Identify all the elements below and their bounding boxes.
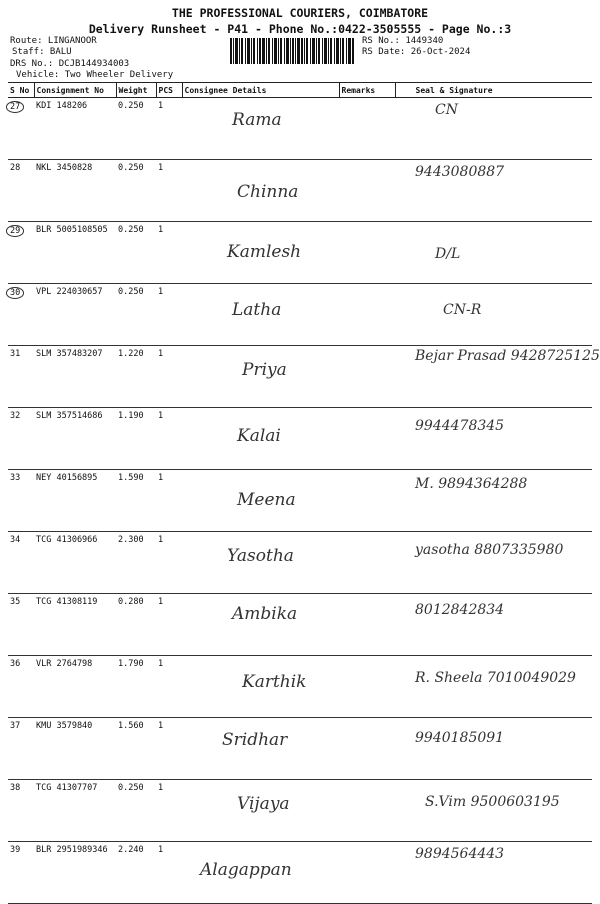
cell-signature [395,532,592,594]
staff-label: Staff: BALU [12,47,72,57]
cell-weight: 0.250 [116,160,156,222]
signature-handwriting: CN [435,102,458,118]
cell-consignment: KDI 148206 [34,98,116,160]
sno-text: 31 [10,349,21,359]
table-row [8,160,592,222]
cell-signature [395,842,592,904]
signature-handwriting: 8012842834 [415,602,505,618]
cell-remarks [339,160,395,222]
cell-sno [8,656,34,718]
consignee-handwriting: Chinna [237,182,299,202]
table-row [8,222,592,284]
cell-consignment: VLR 2764798 [34,656,116,718]
cell-consignment: SLM 357514686 [34,408,116,470]
runsheet-table [8,82,600,904]
cell-pcs: 1 [156,594,182,656]
cell-consignment: NEY 40156895 [34,470,116,532]
cell-signature [395,346,600,408]
cell-consignee [182,222,339,284]
cell-weight: 1.590 [116,470,156,532]
cell-consignee [182,594,339,656]
cell-consignee [182,656,339,718]
cell-pcs: 1 [156,222,182,284]
vehicle-label: Vehicle: Two Wheeler Delivery [16,70,174,80]
cell-sno [8,718,34,780]
consignee-handwriting: Vijaya [237,794,290,814]
cell-pcs: 1 [156,408,182,470]
cell-consignee [182,346,339,408]
cell-consignee [182,470,339,532]
sno-text: 39 [10,845,21,855]
consignee-handwriting: Karthik [242,672,307,692]
sheet-title: THE PROFESSIONAL COURIERS, COIMBATORE [171,6,429,20]
cell-remarks [339,656,395,718]
cell-pcs: 1 [156,656,182,718]
cell-sno [8,160,34,222]
consignee-handwriting: Kamlesh [227,242,302,262]
signature-handwriting: yasotha 8807335980 [415,542,564,558]
cell-weight: 2.300 [116,532,156,594]
col-header-consignment: Consignment No [34,83,116,98]
cell-weight: 0.250 [116,284,156,346]
cell-consignment: BLR 2951989346 [34,842,116,904]
cell-signature [395,222,592,284]
cell-pcs: 1 [156,284,182,346]
cell-weight: 0.280 [116,594,156,656]
table-row [8,532,592,594]
cell-sno [8,222,34,284]
cell-remarks [339,470,395,532]
cell-weight: 0.250 [116,780,156,842]
sno-text: 28 [10,163,21,173]
signature-handwriting: R. Sheela 7010049029 [415,670,576,686]
signature-handwriting: 9894564443 [415,846,505,862]
consignee-handwriting: Alagappan [200,860,292,880]
table-row [8,842,592,904]
cell-weight: 1.790 [116,656,156,718]
col-header-pcs: PCS [156,83,182,98]
cell-consignment: BLR 5005108505 [34,222,116,284]
table-row [8,594,592,656]
cell-sno [8,346,34,408]
signature-handwriting: 9944478345 [415,418,505,434]
cell-remarks [339,408,395,470]
table-row [8,470,592,532]
signature-handwriting: Bejar Prasad 9428725125 [415,348,600,364]
cell-weight: 1.560 [116,718,156,780]
col-header-signature: Seal & Signature [395,83,592,98]
table-row [8,780,592,842]
consignee-handwriting: Priya [242,360,287,380]
cell-weight: 2.240 [116,842,156,904]
cell-consignment: TCG 41306966 [34,532,116,594]
cell-consignment: TCG 41308119 [34,594,116,656]
cell-sno [8,98,34,160]
cell-sno [8,842,34,904]
cell-pcs: 1 [156,842,182,904]
cell-sno [8,532,34,594]
cell-remarks [339,780,395,842]
cell-consignee [182,284,339,346]
consignee-handwriting: Yasotha [227,546,294,566]
col-header-remarks: Remarks [339,83,395,98]
cell-consignment: VPL 224030657 [34,284,116,346]
cell-consignment: TCG 41307707 [34,780,116,842]
sno-circled: 30 [6,287,24,299]
cell-consignee [182,408,339,470]
signature-handwriting: 9443080887 [415,164,505,180]
signature-handwriting: CN-R [443,302,482,318]
cell-sno [8,284,34,346]
cell-consignee [182,780,339,842]
cell-consignee [182,842,339,904]
col-header-weight: Weight [116,83,156,98]
rs-number: RS No.: 1449340 [362,36,444,46]
sno-text: 32 [10,411,21,421]
table-row [8,408,592,470]
consignee-handwriting: Meena [237,490,296,510]
cell-consignee [182,532,339,594]
sno-text: 33 [10,473,21,483]
cell-sno [8,470,34,532]
cell-signature [395,408,592,470]
cell-pcs: 1 [156,718,182,780]
cell-remarks [339,842,395,904]
consignee-handwriting: Latha [232,300,282,320]
sno-circled: 27 [6,101,24,113]
route-label: Route: LINGANOOR [10,36,97,46]
sno-text: 35 [10,597,21,607]
cell-pcs: 1 [156,470,182,532]
cell-signature [395,718,592,780]
sno-text: 36 [10,659,21,669]
table-row [8,718,592,780]
cell-sno [8,780,34,842]
cell-pcs: 1 [156,346,182,408]
col-header-consignee: Consignee Details [182,83,339,98]
cell-consignee [182,718,339,780]
sheet-subtitle: Delivery Runsheet - P41 - Phone No.:0422-3505555 - Page No.:3 [88,22,512,36]
cell-signature [395,98,592,160]
cell-sno [8,594,34,656]
cell-signature [395,160,592,222]
sno-text: 38 [10,783,21,793]
rs-date: RS Date: 26-Oct-2024 [362,47,471,57]
signature-handwriting: D/L [435,246,461,262]
cell-signature [395,470,592,532]
cell-consignment: NKL 3450828 [34,160,116,222]
cell-weight: 1.220 [116,346,156,408]
signature-handwriting: 9940185091 [415,730,505,746]
cell-weight: 0.250 [116,98,156,160]
barcode-image [230,38,355,64]
sno-text: 37 [10,721,21,731]
cell-signature [395,780,592,842]
cell-consignment: KMU 3579840 [34,718,116,780]
cell-remarks [339,346,395,408]
consignee-handwriting: Sridhar [222,730,288,750]
cell-pcs: 1 [156,532,182,594]
cell-remarks [339,532,395,594]
cell-sno [8,408,34,470]
cell-pcs: 1 [156,160,182,222]
cell-consignee [182,160,339,222]
consignee-handwriting: Rama [232,110,282,130]
signature-handwriting: M. 9894364288 [415,476,528,492]
cell-remarks [339,284,395,346]
cell-consignee [182,98,339,160]
cell-remarks [339,594,395,656]
consignee-handwriting: Kalai [237,426,281,446]
sno-circled: 29 [6,225,24,237]
cell-signature [395,594,592,656]
cell-weight: 1.190 [116,408,156,470]
table-header-row [8,83,592,98]
drs-number: DRS No.: DCJB144934003 [10,59,130,69]
cell-signature [395,656,592,718]
cell-weight: 0.250 [116,222,156,284]
table-row [8,346,592,408]
sno-text: 34 [10,535,21,545]
cell-pcs: 1 [156,780,182,842]
signature-handwriting: S.Vim 9500603195 [425,794,560,810]
cell-remarks [339,222,395,284]
cell-consignment: SLM 357483207 [34,346,116,408]
table-row [8,98,592,160]
cell-pcs: 1 [156,98,182,160]
col-header-sno: S No [8,83,34,98]
consignee-handwriting: Ambika [232,604,298,624]
table-row [8,284,592,346]
cell-signature [395,284,592,346]
cell-remarks [339,98,395,160]
cell-remarks [339,718,395,780]
table-row [8,656,592,718]
